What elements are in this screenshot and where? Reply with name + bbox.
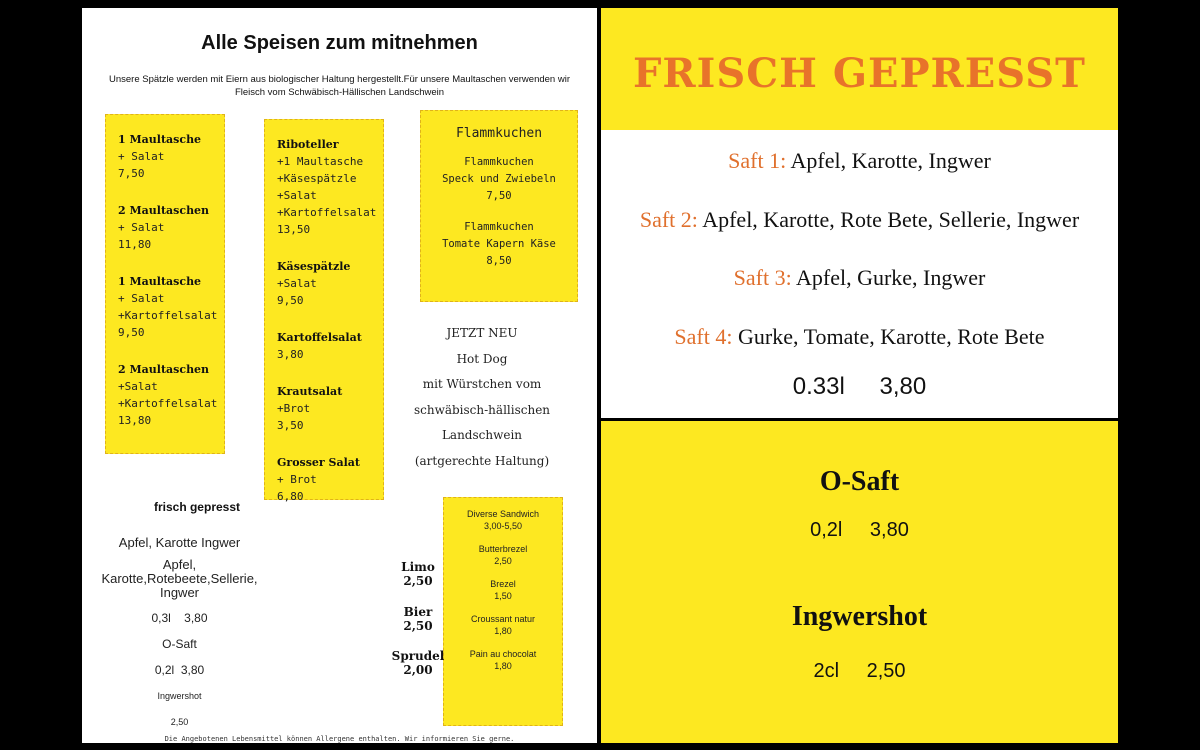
menu-item-name: Riboteller [277,138,339,151]
drink-item [387,560,449,588]
menu-item-line: 9,50 [118,326,145,339]
drink-price: 2,00 [403,663,433,677]
menu-item-line: +1 Maultasche [277,155,364,168]
snack-name: Croussant natur [470,614,536,624]
snack-price: 2,50 [494,556,512,566]
menu-title: Alle Speisen zum mitnehmen [201,32,478,54]
drink-price: 2,50 [403,574,433,588]
snack-item [444,543,562,567]
menu-item-line: + Salat [118,150,165,163]
juice-line [601,324,1118,350]
fg-line: 0,2l 3,80 [154,663,205,677]
menu-item [118,361,224,429]
menu-item-line: 9,50 [277,294,304,307]
jetzt-neu-line: schwäbisch-hällischen [413,402,551,417]
jetzt-neu-line: (artgerechte Haltung) [414,453,550,468]
menu-item-line: 13,80 [118,414,152,427]
fg-line: 2,50 [170,717,189,727]
fg-line: Ingwer [159,585,200,600]
menu-item-line: 7,50 [118,167,145,180]
menu-item-line: +Brot [277,402,311,415]
menu-item-name: Grosser Salat [277,456,360,469]
juice-text: Apfel, Karotte, Ingwer [790,148,991,173]
menu-item [118,131,224,182]
flammkuchen-item-name: Flammkuchen [464,221,534,233]
fg-line: Apfel, Karotte,Rotebeete,Sellerie, [101,557,258,586]
menu-item-line: + Salat [118,221,165,234]
flammkuchen-item-desc: Speck und Zwiebeln [442,173,556,185]
juice-line [601,207,1118,233]
menu-item-line: +Käsespätzle [277,172,357,185]
menu-item-name: 1 Maultasche [118,275,202,288]
flammkuchen-item-desc: Tomate Kapern Käse [442,238,556,250]
menu-item-line: +Kartoffelsalat [277,206,377,219]
flammkuchen-item [421,154,577,205]
menu-item-line: + Salat [118,292,165,305]
menu-item-line: 13,50 [277,223,311,236]
juice-label: Saft 1: [728,148,787,173]
menu-item-name: 2 Maultaschen [118,204,210,217]
snack-item [444,508,562,532]
snack-price: 3,00-5,50 [483,521,523,531]
menu-item-name: Kartoffelsalat [277,331,362,344]
flammkuchen-item-name: Flammkuchen [464,156,534,168]
juice-label: Saft 2: [639,207,698,232]
drink-price: 2,50 [403,619,433,633]
allergen-footer: Die Angebotenen Lebensmittel können Allergene enthalten. Wir informieren Sie gerne. [164,735,515,743]
juices-panel [601,130,1118,418]
drink-name: Limo [401,560,435,574]
menu-item-line: 3,80 [277,348,304,361]
menu-item-line: +Salat [277,189,317,202]
menu-item-name: Käsespätzle [277,260,351,273]
drink-item [387,649,449,677]
maultaschen-box [105,114,225,454]
ingwershot-title: Ingwershot [791,601,928,632]
frisch-gepresst-list [92,536,267,729]
jetzt-neu-line: Landschwein [441,428,523,442]
flammkuchen-item-price: 8,50 [486,255,512,267]
ingwershot-price: 2cl 2,50 [813,660,906,682]
osaft-title: O-Saft [819,466,900,497]
juice-text: Apfel, Gurke, Ingwer [795,265,986,290]
menu-item-name: 1 Maultasche [118,133,202,146]
menu-item-line: +Salat [277,277,317,290]
flammkuchen-box [420,110,578,302]
menu-item [277,258,383,309]
menu-intro: Unsere Spätzle werden mit Eiern aus biologischer Haltung hergestellt.Für unsere Maultaschen verwenden wir Fleisch vom Schwäbisch-Hällischen Landschwein [109,74,570,98]
snack-price: 1,80 [494,661,512,671]
juice-line [601,265,1118,291]
snacks-box [443,497,563,726]
flammkuchen-item-price: 7,50 [486,190,512,202]
snack-item [444,613,562,637]
juice-label: Saft 3: [733,265,792,290]
fg-line: Apfel, Karotte Ingwer [118,535,241,550]
snack-price: 1,80 [494,626,512,636]
jetzt-neu-line: JETZT NEU [446,326,518,340]
juice-line [601,148,1118,174]
snack-price: 1,50 [494,591,512,601]
fg-line: 0,3l 3,80 [151,611,208,625]
menu-item-line: 11,80 [118,238,152,251]
jetzt-neu-line: mit Würstchen vom [422,377,542,391]
banner-title: FRISCH GEPRESST [633,50,1086,97]
drink-name: Sprudel [391,649,445,663]
frisch-gepresst-banner [601,8,1118,130]
drink-item [387,605,449,633]
fg-line: Ingwershot [157,691,202,701]
snack-name: Brezel [490,579,516,589]
snack-name: Pain au chocolat [469,649,537,659]
menu-item-line: +Kartoffelsalat [118,397,218,410]
riboteller-box [264,119,384,503]
drink-name: Bier [403,605,433,619]
flammkuchen-heading: Flammkuchen [455,126,543,141]
menu-item-line: + Brot [277,473,317,486]
frisch-gepresst-heading: frisch gepresst [153,500,241,514]
juice-label: Saft 4: [674,324,733,349]
menu-item-name: 2 Maultaschen [118,363,210,376]
osaft-ingwer-panel [601,421,1118,743]
snack-item [444,578,562,602]
snack-name: Diverse Sandwich [466,509,540,519]
juice-price: 0.33l 3,80 [792,373,927,400]
menu-item-line: +Kartoffelsalat [118,309,218,322]
osaft-price: 0,2l 3,80 [810,519,909,541]
juice-text: Gurke, Tomate, Karotte, Rote Bete [737,324,1045,349]
jetzt-neu-block [368,321,596,474]
flammkuchen-item [421,219,577,270]
menu-item-line: +Salat [118,380,158,393]
fg-line: O-Saft [162,637,197,651]
snack-item [444,648,562,672]
menu-item-line: 3,50 [277,419,304,432]
juice-text: Apfel, Karotte, Rote Bete, Sellerie, Ingwer [702,207,1080,232]
jetzt-neu-line: Hot Dog [456,351,508,366]
menu-item [118,202,224,253]
menu-item [118,273,224,341]
menu-item-name: Krautsalat [277,385,343,398]
snack-name: Butterbrezel [478,544,528,554]
menu-left-panel [82,8,597,743]
menu-item-line: 6,80 [277,490,304,503]
menu-item [277,136,383,238]
